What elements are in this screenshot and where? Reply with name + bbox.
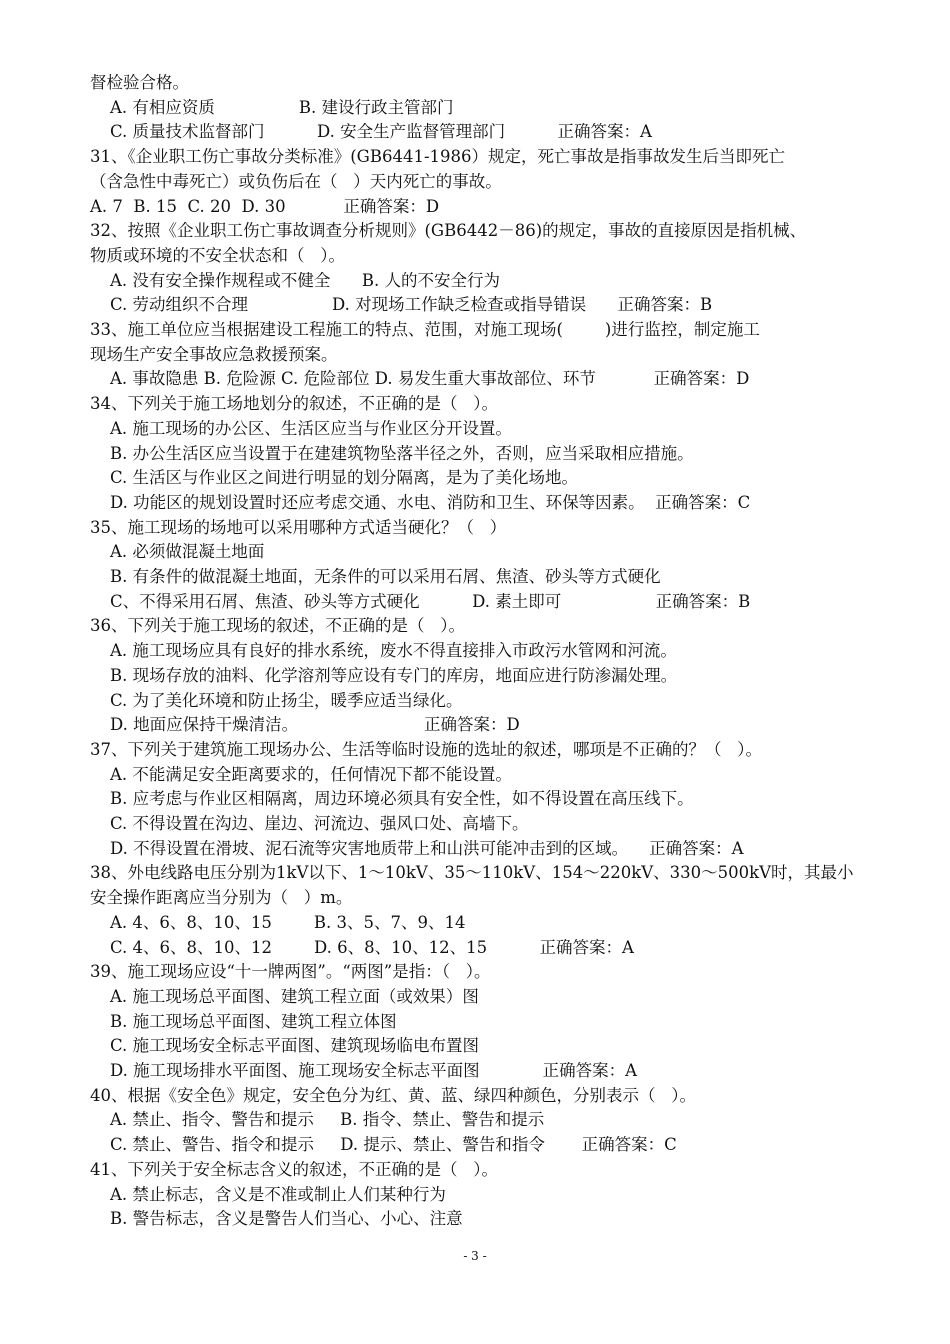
option-line: B. 有条件的做混凝土地面，无条件的可以采用石屑、焦渣、砂头等方式硬化 — [110, 567, 661, 586]
option-line: A. 施工现场应具有良好的排水系统，废水不得直接排入市政污水管网和河流。 — [110, 641, 677, 661]
question-line: 现场生产安全事故应急救援预案。 — [90, 344, 338, 364]
option-line: A. 必须做混凝土地面 — [110, 542, 265, 562]
option-line: C. 施工现场安全标志平面图、建筑现场临电布置图 — [110, 1036, 480, 1056]
question-line: 32、按照《企业职工伤亡事故调查分析规则》(GB6442－86)的规定，事故的直接原因是指机械、 — [90, 221, 807, 241]
option-line: A. 不能满足安全距离要求的，任何情况下都不能设置。 — [110, 764, 512, 784]
option-line: A. 4、6、8、10、15 B. 3、5、7、9、14 — [110, 912, 466, 932]
option-line: C. 为了美化环境和防止扬尘，暖季应适当绿化。 — [110, 690, 463, 710]
question-line: 督检验合格。 — [90, 73, 189, 92]
question-line: 39、施工现场应设“十一牌两图”。“两图”是指：（ ）。 — [90, 962, 491, 982]
option-line: B. 警告标志，含义是警告人们当心、小心、注意 — [110, 1209, 463, 1229]
option-line: C. 质量技术监督部门 D. 安全生产监督管理部门 正确答案：A — [110, 122, 652, 142]
question-line: 34、下列关于施工场地划分的叙述，不正确的是（ ）。 — [90, 394, 498, 414]
option-line: D. 功能区的规划设置时还应考虑交通、水电、消防和卫生、环保等因素。 正确答案：C — [110, 492, 751, 512]
option-line: B. 应考虑与作业区相隔离，周边环境必须具有安全性，如不得设置在高压线下。 — [110, 789, 694, 809]
question-line: 35、施工现场的场地可以采用哪种方式适当硬化？（ ） — [90, 517, 507, 537]
question-line: 40、根据《安全色》规定，安全色分为红、黄、蓝、绿四种颜色，分别表示（ ）。 — [90, 1085, 696, 1105]
question-line: （含急性中毒死亡）或负伤后在（ ）天内死亡的事故。 — [90, 171, 502, 191]
question-line: 物质或环境的不安全状态和（ ）。 — [90, 245, 345, 265]
option-line: A. 施工现场的办公区、生活区应当与作业区分开设置。 — [110, 418, 512, 438]
option-line: A. 有相应资质 B. 建设行政主管部门 — [110, 97, 454, 117]
option-line: D. 施工现场排水平面图、施工现场安全标志平面图 正确答案：A — [110, 1061, 637, 1080]
option-line: A. 禁止、指令、警告和提示 B. 指令、禁止、警告和提示 — [110, 1110, 545, 1130]
option-line: A. 没有安全操作规程或不健全 B. 人的不安全行为 — [110, 270, 500, 290]
question-line: 安全操作距离应当分别为（ ）m。 — [90, 888, 353, 908]
option-line: C. 生活区与作业区之间进行明显的划分隔离，是为了美化场地。 — [110, 468, 579, 488]
option-line: D. 地面应保持干燥清洁。 正确答案：D — [110, 715, 520, 735]
question-line: 38、外电线路电压分别为1kV以下、1～10kV、35～110kV、154～220kV、330～500kV时，其最小 — [90, 863, 854, 883]
option-line: C. 劳动组织不合理 D. 对现场工作缺乏检查或指导错误 正确答案：B — [110, 295, 713, 315]
option-line: D. 不得设置在滑坡、泥石流等灾害地质带上和山洪可能冲击到的区域。 正确答案：A — [110, 838, 744, 858]
option-line: C. 禁止、警告、指令和提示 D. 提示、禁止、警告和指令 正确答案：C — [110, 1135, 677, 1155]
question-line: 33、施工单位应当根据建设工程施工的特点、范围，对施工现场( )进行监控，制定施工 — [90, 320, 760, 339]
option-line: A. 事故隐患 B. 危险源 C. 危险部位 D. 易发生重大事故部位、环节 正确答案：D — [110, 369, 750, 389]
option-line: B. 现场存放的油料、化学溶剂等应设有专门的库房，地面应进行防渗漏处理。 — [110, 665, 678, 685]
option-line: A. 施工现场总平面图、建筑工程立面（或效果）图 — [110, 986, 479, 1006]
question-line: A. 7 B. 15 C. 20 D. 30 正确答案：D — [90, 196, 440, 216]
question-line: 37、下列关于建筑施工现场办公、生活等临时设施的选址的叙述，哪项是不正确的？（ ）。 — [90, 739, 762, 759]
question-line: 36、下列关于施工现场的叙述，不正确的是（ ）。 — [90, 616, 465, 636]
page-number: - 3 - — [463, 1249, 487, 1263]
option-line: A. 禁止标志，含义是不准或制止人们某种行为 — [110, 1184, 446, 1204]
option-line: C. 4、6、8、10、12 D. 6、8、10、12、15 正确答案：A — [110, 937, 634, 957]
question-line: 31、《企业职工伤亡事故分类标准》(GB6441-1986）规定，死亡事故是指事故发生后当即死亡 — [90, 147, 786, 167]
option-line: B. 办公生活区应当设置于在建建筑物坠落半径之外，否则，应当采取相应措施。 — [110, 443, 694, 463]
option-line: B. 施工现场总平面图、建筑工程立体图 — [110, 1011, 397, 1031]
option-line: C. 不得设置在沟边、崖边、河流边、强风口处、高墙下。 — [110, 814, 529, 833]
option-line: C、不得采用石屑、焦渣、砂头等方式硬化 D. 素土即可 正确答案：B — [110, 591, 751, 611]
question-line: 41、下列关于安全标志含义的叙述，不正确的是（ ）。 — [90, 1159, 498, 1179]
